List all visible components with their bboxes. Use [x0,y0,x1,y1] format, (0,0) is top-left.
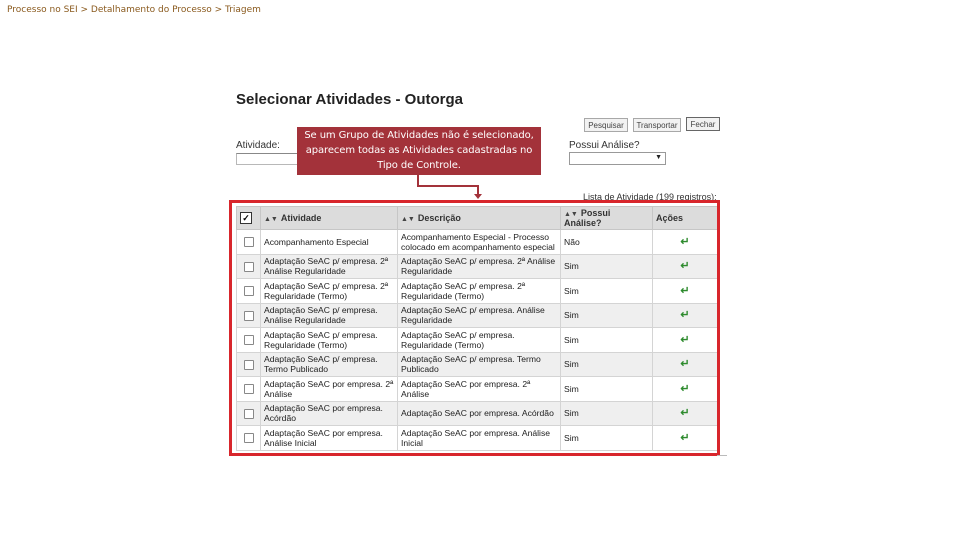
cell-analise: Sim [561,352,653,377]
cell-descricao: Adaptação SeAC p/ empresa. 2ª Regularidade (Termo) [398,279,561,304]
help-tooltip: Se um Grupo de Atividades não é selecionado, aparecem todas as Atividades cadastradas no Tipo de Controle. [297,127,541,175]
column-label-descricao: Descrição [417,213,461,223]
transport-arrow-icon[interactable]: ↵ [680,284,690,297]
activity-label: Atividade: [236,140,280,151]
cell-analise: Sim [561,401,653,426]
table-highlight-frame [229,200,720,456]
transport-arrow-icon[interactable]: ↵ [680,431,690,444]
cell-atividade: Adaptação SeAC p/ empresa. Regularidade (Termo) [261,328,398,353]
cell-analise: Sim [561,254,653,279]
cell-analise: Sim [561,279,653,304]
cell-descricao: Adaptação SeAC p/ empresa. Termo Publicado [398,352,561,377]
cell-analise: Sim [561,328,653,353]
activity-input[interactable] [236,153,298,165]
search-button[interactable]: Pesquisar [584,118,628,132]
cell-atividade: Adaptação SeAC p/ empresa. 2ª Regularidade (Termo) [261,279,398,304]
cell-descricao: Adaptação SeAC p/ empresa. Análise Regularidade [398,303,561,328]
cell-analise: Sim [561,303,653,328]
cell-analise: Não [561,230,653,255]
cell-atividade: Adaptação SeAC p/ empresa. Análise Regularidade [261,303,398,328]
analysis-select[interactable] [569,152,666,165]
record-count: Lista de Atividade (199 registros): [583,192,717,202]
tooltip-arrow-icon [474,194,482,199]
transport-arrow-icon[interactable]: ↵ [680,382,690,395]
tooltip-connector-horizontal [417,185,479,187]
sort-arrows-icon[interactable]: ▲▼ [564,210,578,218]
transfer-button[interactable]: Transportar [633,118,681,132]
column-label-acoes: Ações [656,213,684,223]
divider [717,455,727,456]
transport-arrow-icon[interactable]: ↵ [680,309,690,322]
transport-arrow-icon[interactable]: ↵ [680,260,690,273]
transport-arrow-icon[interactable]: ↵ [680,407,690,420]
transport-arrow-icon[interactable]: ↵ [680,235,690,248]
page-title: Selecionar Atividades - Outorga [236,91,463,108]
cell-analise: Sim [561,426,653,451]
cell-atividade: Acompanhamento Especial [261,230,398,255]
cell-analise: Sim [561,377,653,402]
chevron-down-icon: ▼ [655,154,662,161]
cell-atividade: Adaptação SeAC por empresa. Análise Inicial [261,426,398,451]
cell-descricao: Acompanhamento Especial - Processo colocado em acompanhamento especial [398,230,561,255]
cell-atividade: Adaptação SeAC por empresa. 2ª Análise [261,377,398,402]
cell-atividade: Adaptação SeAC p/ empresa. 2ª Análise Regularidade [261,254,398,279]
sort-arrows-icon[interactable]: ▲▼ [264,216,278,223]
cell-descricao: Adaptação SeAC p/ empresa. Regularidade (Termo) [398,328,561,353]
transport-arrow-icon[interactable]: ↵ [680,358,690,371]
cell-descricao: Adaptação SeAC por empresa. Análise Inicial [398,426,561,451]
cell-descricao: Adaptação SeAC por empresa. Acórdão [398,401,561,426]
column-label-analise: Possui Análise? [564,207,611,228]
sort-arrows-icon[interactable]: ▲▼ [401,216,415,223]
select-all-checkbox[interactable]: ✓ [240,212,252,224]
cell-atividade: Adaptação SeAC p/ empresa. Termo Publicado [261,352,398,377]
cell-atividade: Adaptação SeAC por empresa. Acórdão [261,401,398,426]
column-label-atividade: Atividade [280,213,322,223]
cell-descricao: Adaptação SeAC p/ empresa. 2ª Análise Regularidade [398,254,561,279]
analysis-label: Possui Análise? [569,140,640,151]
breadcrumb: Processo no SEI > Detalhamento do Processo > Triagem [7,5,261,15]
transport-arrow-icon[interactable]: ↵ [680,333,690,346]
cell-descricao: Adaptação SeAC por empresa. 2ª Análise [398,377,561,402]
close-button[interactable]: Fechar [686,117,720,131]
